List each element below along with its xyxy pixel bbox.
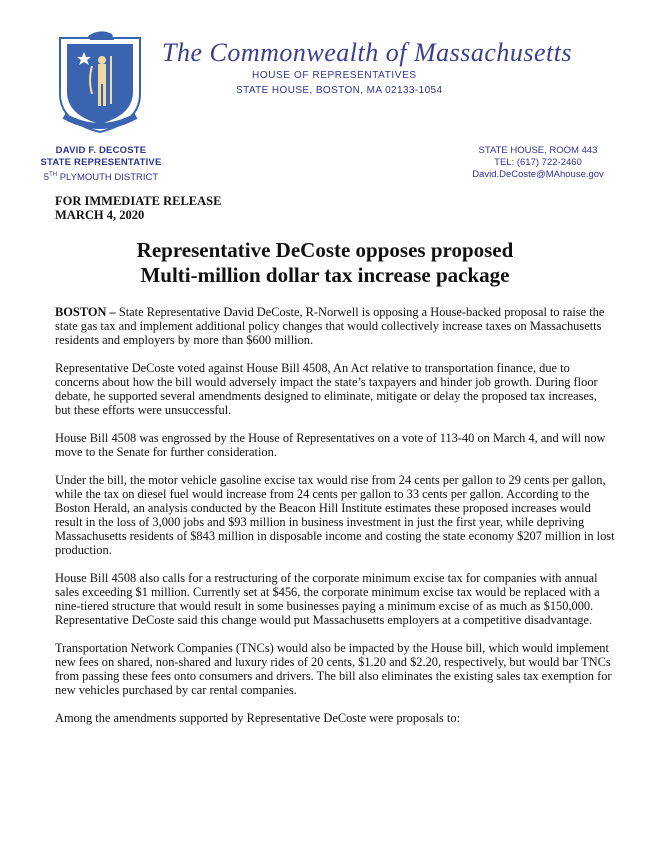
house-of-representatives: HOUSE OF REPRESENTATIVES xyxy=(252,70,417,81)
state-house-address: STATE HOUSE, BOSTON, MA 02133-1054 xyxy=(236,85,443,96)
headline-line-2: Multi-million dollar tax increase package xyxy=(140,263,510,287)
paragraph-4: Under the bill, the motor vehicle gasoline excise tax would rise from 24 cents per gallon to 29 cents per gallon, while the tax on diesel fuel would increase from 24 cents per gallon to 33 cents per gallon. According to the Boston Herald, an analysis conducted by the Beacon Hill Institute estimates these proposed increases would result in the loss of 3,000 jobs and $93 million in business investment in just the first year, while depriving Massachusetts residents of $843 million in disposable income and costing the state economy $207 million in lost production. xyxy=(55,473,615,557)
district-name: PLYMOUTH DISTRICT xyxy=(57,172,159,184)
headline-line-1: Representative DeCoste opposes proposed xyxy=(136,238,514,262)
commonwealth-heading: The Commonwealth of Massachusetts xyxy=(162,38,573,67)
release-info xyxy=(55,194,221,222)
district-number: 5 xyxy=(43,172,50,184)
representative-district xyxy=(26,169,176,184)
paragraph-6: Transportation Network Companies (TNCs) would also be impacted by the House bill, which would implement new fees on shared, non-shared and luxury rides of 20 cents, $1.20 and $2.20, respectively, but would bar TNCs from passing these fees onto consumers and drivers. The bill also eliminates the existing sales tax exemption for new vehicles purchased by car rental companies. xyxy=(55,641,612,697)
headline xyxy=(0,238,650,288)
email-address: David.DeCoste@MAhouse.gov xyxy=(472,169,604,180)
office-room: STATE HOUSE, ROOM 443 xyxy=(478,145,598,156)
paragraph-1 xyxy=(55,305,615,347)
representative-title: STATE REPRESENTATIVE xyxy=(40,157,162,168)
release-date: MARCH 4, 2020 xyxy=(55,208,145,222)
massachusetts-seal-icon xyxy=(54,30,146,135)
press-release-body xyxy=(55,305,615,739)
dateline: BOSTON – xyxy=(55,305,116,319)
representative-name: DAVID F. DECOSTE xyxy=(55,145,147,156)
paragraph-3: House Bill 4508 was engrossed by the House of Representatives on a vote of 113-40 on March 4, and will now move to the Senate for further consideration. xyxy=(55,431,606,459)
representative-block xyxy=(26,145,176,184)
paragraph-5: House Bill 4508 also calls for a restructuring of the corporate minimum excise tax for companies with annual sales exceeding $1 million. Currently set at $456, the corporate minimum excise tax would be replaced with a nine-tiered structure that would result in some businesses paying a minimum excise of as much as $150,000. Representative DeCoste said this change would put Massachusetts employers at a competitive disadvantage. xyxy=(55,571,600,627)
paragraph-1-text: State Representative David DeCoste, R-Norwell is opposing a House-backed proposal to raise the state gas tax and implement additional policy changes that would collectively increase taxes on Massachusetts residents and employers by more than $600 million. xyxy=(55,305,605,347)
district-suffix: TH xyxy=(49,172,58,178)
contact-block xyxy=(448,145,628,181)
paragraph-7: Among the amendments supported by Representative DeCoste were proposals to: xyxy=(55,711,461,725)
telephone: TEL: (617) 722-2460 xyxy=(494,157,582,168)
paragraph-2: Representative DeCoste voted against House Bill 4508, An Act relative to transportation finance, due to concerns about how the bill would adversely impact the state’s taxpayers and hinder job growth. During floor debate, he supported several amendments designed to eliminate, mitigate or delay the proposed tax increases, but these efforts were unsuccessful. xyxy=(55,361,598,417)
release-line: FOR IMMEDIATE RELEASE xyxy=(55,194,222,208)
